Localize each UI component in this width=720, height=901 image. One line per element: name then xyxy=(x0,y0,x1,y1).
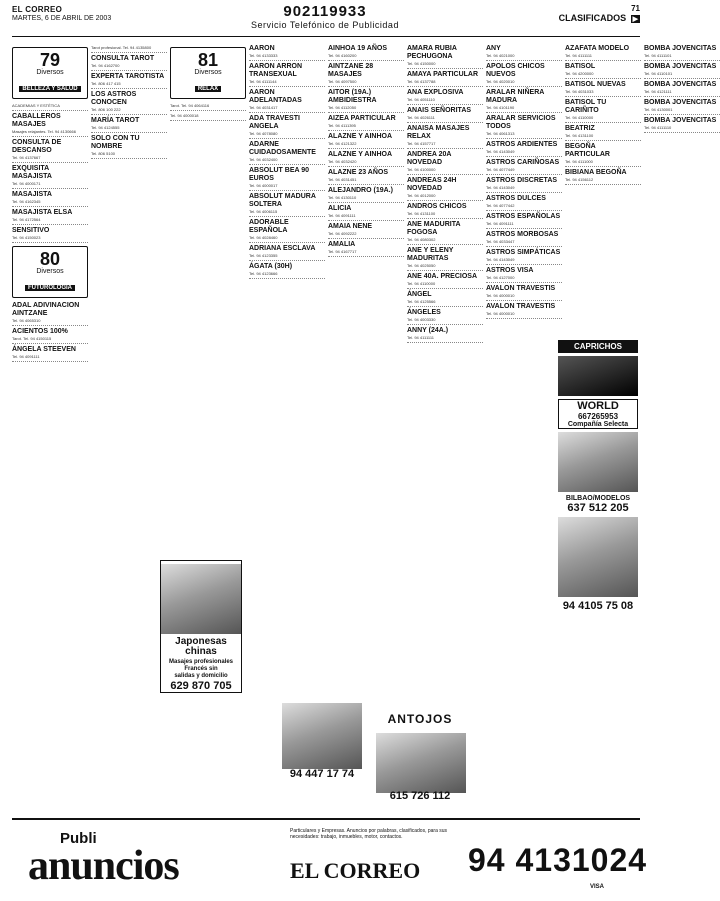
classified-ad[interactable] xyxy=(249,192,325,217)
ad-title: AARON ARRON TRANSEXUAL xyxy=(249,63,303,78)
section-tag: FUTUROLOGÍA xyxy=(25,285,75,291)
classified-ad[interactable] xyxy=(328,114,404,131)
ad-body: Tel. 94 4124555 xyxy=(91,125,120,130)
ad-title: BOMBA JOVENCITAS xyxy=(644,117,717,124)
ad-body: Tel. 94 4080302 xyxy=(407,237,436,242)
ad-title: ANE Y ELENY MADURITAS xyxy=(407,247,454,262)
ad-body: Tel. 94 4167717 xyxy=(328,249,357,254)
ad-title: ASTROS CARIÑOSAS xyxy=(486,159,560,166)
bilbao-label: BILBAO/MODELOS xyxy=(565,495,631,502)
ad-photo xyxy=(161,564,241,634)
caprichos-banner: CAPRICHOS xyxy=(558,340,638,353)
ad-title: EXQUISITA MASAJISTA xyxy=(12,165,52,180)
footer-phone[interactable]: 94 4131024 xyxy=(468,842,648,878)
classified-ad[interactable] xyxy=(249,166,325,191)
ad-title: ANE 40A. PRECIOSA xyxy=(407,273,478,280)
classified-ad[interactable] xyxy=(407,106,483,123)
ad-title: MARÍA TAROT xyxy=(91,117,140,124)
ad-body: Tel. 94 4130110 xyxy=(328,195,357,200)
classified-ad[interactable] xyxy=(565,80,641,97)
japon-line-2: Francés sin xyxy=(184,666,218,672)
ad-body: Tel. 94 4133333 xyxy=(249,53,278,58)
ad-body: Tel. 94 4110000 xyxy=(565,115,594,120)
ad-title: EXPERTA TAROTISTA xyxy=(91,73,165,80)
ad-title: AITOR (19A.) AMBIDIESTRA xyxy=(328,89,377,104)
ad-body: Tel. 94 4123355 xyxy=(249,253,278,258)
section-title: CLASIFICADOS xyxy=(558,13,627,23)
japon-line-1: Masajes profesionales xyxy=(168,659,234,665)
classified-ad[interactable] xyxy=(249,44,325,61)
ad-title: BEATRIZ xyxy=(565,125,595,132)
paper-name: EL CORREO xyxy=(12,5,63,14)
classified-ad[interactable] xyxy=(328,186,404,203)
ad-body: Tel. 94 4078080 xyxy=(249,131,278,136)
ad-title: AVALON TRAVESTIS xyxy=(486,285,556,292)
ad-title: ADORABLE ESPAÑOLA xyxy=(249,219,289,234)
ad-body: Tel. 94 4077449 xyxy=(486,167,515,172)
ad-body: Tel. 94 4000010 xyxy=(486,293,515,298)
ad-body: Tel. 94 4172564 xyxy=(12,217,41,222)
classified-ad[interactable] xyxy=(565,44,641,61)
classified-ad[interactable] xyxy=(644,98,720,115)
ad-title: BEGOÑA PARTICULAR xyxy=(565,143,610,158)
ad-body: Tel. 94 4131100 xyxy=(565,133,594,138)
ad-body: Tel. 94 4156112 xyxy=(565,177,594,182)
classified-ad[interactable] xyxy=(12,327,88,344)
world-name: WORLD xyxy=(577,400,619,412)
classified-ad[interactable] xyxy=(486,230,562,247)
ad-title: ÁNGELA STEEVEN xyxy=(12,346,76,353)
right-ad-panel xyxy=(558,340,638,612)
classified-ad[interactable] xyxy=(12,190,88,207)
ad-body: Tel. 94 4031451 xyxy=(328,177,357,182)
ad-body: Tel. 94 4157717 xyxy=(407,141,436,146)
ad-title: AARON xyxy=(249,45,275,52)
world-ad xyxy=(558,399,638,429)
ad-title: AARON ADELANTADAS xyxy=(249,89,302,104)
ad-title: ARALAR SERVICIOS TODOS xyxy=(486,115,556,130)
caprichos-photo xyxy=(558,356,638,396)
issue-date: MARTES, 6 DE ABRIL DE 2003 xyxy=(12,15,112,22)
ad-body: Tel. 94 4003330 xyxy=(407,317,436,322)
ad-body: Tel. 94 4137788 xyxy=(407,79,436,84)
page-header xyxy=(0,0,650,38)
ad-title: AZAFATA MODELO xyxy=(565,45,630,52)
classified-ad[interactable] xyxy=(486,248,562,265)
section-tag: BELLEZA Y SALUD xyxy=(19,86,80,92)
classified-ad[interactable] xyxy=(12,138,88,163)
ad-body: Tel. 94 4121111 xyxy=(644,89,672,94)
classified-ad[interactable] xyxy=(486,44,562,61)
anuncios-word: anuncios xyxy=(28,843,179,889)
classified-ad[interactable] xyxy=(12,208,88,225)
classified-ad[interactable] xyxy=(249,62,325,87)
ad-body: Tel. 94 4012000 xyxy=(407,193,436,198)
classified-ad[interactable] xyxy=(407,308,483,325)
ad-title: ANA EXPLOSIVA xyxy=(407,89,464,96)
classified-ad[interactable] xyxy=(249,262,325,279)
ad-body: Tarot. Tel. 94 4150115 xyxy=(12,336,52,341)
section-number: 81 xyxy=(197,50,219,70)
classified-ad[interactable] xyxy=(407,150,483,175)
classified-ad[interactable] xyxy=(328,222,404,239)
antojos-ad xyxy=(370,712,470,802)
classified-ad[interactable] xyxy=(328,240,404,257)
selecta-photo xyxy=(558,432,638,492)
amor-photo xyxy=(282,703,362,769)
antojos-title: ANTOJOS xyxy=(387,712,453,726)
ad-title: BOMBA JOVENCITAS xyxy=(644,81,717,88)
classified-ad[interactable] xyxy=(407,272,483,289)
ad-title: CONSULTA TAROT xyxy=(91,55,155,62)
ad-body: Tel. 94 4032420 xyxy=(328,159,357,164)
classified-ad[interactable] xyxy=(407,202,483,219)
footer-divider xyxy=(12,818,640,820)
section-header xyxy=(170,47,246,99)
ad-title: ANDREAS 24H NOVEDAD xyxy=(407,177,457,192)
ad-title: ALAZNE Y AINHOA xyxy=(328,151,393,158)
classified-ad[interactable] xyxy=(328,62,404,87)
company-name: Compañía Selecta xyxy=(567,421,629,428)
service-phone[interactable]: 902119933 xyxy=(283,3,367,20)
ad-title: ASTROS ARDIENTES xyxy=(486,141,558,148)
publi-word: Publi xyxy=(60,830,97,847)
ad-title: AINTZANE 28 MASAJES xyxy=(328,63,374,78)
ad-body: Tel. 94 4020010 xyxy=(486,79,515,84)
ad-body: Tel. 94 4021000 xyxy=(486,53,515,58)
ad-body: Tel. 94 4061313 xyxy=(486,131,515,136)
ad-title: ASTROS VISA xyxy=(486,267,534,274)
ad-title: ALEJANDRO (19A.) xyxy=(328,187,393,194)
section-header-2 xyxy=(12,246,88,298)
ad-body: Tel. 94 4162345 xyxy=(12,199,41,204)
ad-body: Tel. 94 4111000 xyxy=(565,159,593,164)
ad-body: Tel. 94 4028460 xyxy=(249,235,278,240)
ad-body: Tel. 94 4137667 xyxy=(12,155,41,160)
classified-ad[interactable] xyxy=(91,72,167,89)
ad-title: ACIENTOS 100% xyxy=(12,328,68,335)
service-banner xyxy=(0,3,650,30)
classified-ad[interactable] xyxy=(644,116,720,133)
ad-body: Tel. 94 4125566 xyxy=(407,299,436,304)
section-header xyxy=(12,47,88,99)
ad-body: Tel. 94 4000017 xyxy=(249,183,278,188)
column-3 xyxy=(170,44,246,814)
column-6 xyxy=(407,44,483,814)
classified-ad[interactable] xyxy=(565,168,641,185)
ad-body: Tel. 94 4006115 xyxy=(249,209,278,214)
classified-ad[interactable] xyxy=(486,194,562,211)
classified-ad[interactable] xyxy=(565,142,641,167)
ad-title: ANDROS CHICOS xyxy=(407,203,467,210)
classified-ad[interactable] xyxy=(407,176,483,201)
classified-ad[interactable] xyxy=(486,266,562,283)
footer-description: Particulares y Empresas. Anuncios por palabras, clasificados, para sus necesidades: trabajo, inmuebles, motor, contactos. xyxy=(290,828,448,840)
ad-title: ALAZNE 23 AÑOS xyxy=(328,169,389,176)
section-header xyxy=(559,4,640,23)
classified-ad[interactable] xyxy=(486,158,562,175)
header-divider xyxy=(12,36,640,37)
ad-title: AMARA RUBIA PECHUGONA xyxy=(407,45,457,60)
classified-ad[interactable] xyxy=(249,244,325,261)
ad-title: ADARNE CUIDADOSAMENTE xyxy=(249,141,316,156)
ad-title: ANAISA MASAJES RELAX xyxy=(407,125,470,140)
section-number: 79 xyxy=(39,50,61,70)
ad-body: Tel. 94 4091111 xyxy=(328,213,356,218)
ad-title: APOLOS CHICOS NUEVOS xyxy=(486,63,545,78)
column-5 xyxy=(328,44,404,814)
bilbao-modelos-ad xyxy=(558,495,638,514)
ad-title: SOLO CON TU NOMBRE xyxy=(91,135,140,150)
ad-title: BATISOL NUEVAS xyxy=(565,81,626,88)
column-1 xyxy=(12,44,88,814)
ad-title: ALAZNE Y AINHOA xyxy=(328,133,393,140)
ad-body: Tel. 94 4000171 xyxy=(12,181,41,186)
ad-body: Tel. 94 4077442 xyxy=(486,203,515,208)
ad-body: Tel. 94 4031417 xyxy=(249,105,278,110)
ad-body: Tel. 94 4033447 xyxy=(486,239,515,244)
section-label: Diversos xyxy=(36,268,64,275)
ad-body: Tel. 94 4112050 xyxy=(328,105,357,110)
classified-ad[interactable] xyxy=(328,168,404,185)
classified-ad[interactable] xyxy=(249,218,325,243)
classified-ad[interactable] xyxy=(12,345,88,362)
ad-body: Tel. 94 4111101 xyxy=(644,53,672,58)
ad-title: ASTROS ESPAÑOLAS xyxy=(486,213,561,220)
ad-title: SENSITIVO xyxy=(12,227,50,234)
classified-ad[interactable] xyxy=(91,134,167,159)
ad-title: ANE MADURITA FOGOSA xyxy=(407,221,461,236)
classified-ad[interactable] xyxy=(486,62,562,87)
ad-title: BOMBA JOVENCITAS xyxy=(644,99,717,106)
ad-title: AMALIA xyxy=(328,241,356,248)
column-4 xyxy=(249,44,325,814)
ad-title: ALICIA xyxy=(328,205,352,212)
classified-ad[interactable] xyxy=(407,44,483,69)
ad-title: ANDREA 20A NOVEDAD xyxy=(407,151,452,166)
ad-body: Tel. 94 4097500 xyxy=(328,79,357,84)
world-phone[interactable]: 667265953 xyxy=(577,412,619,421)
amor-phone[interactable]: 94 447 17 74 xyxy=(289,768,355,780)
ad-title: ÁNGEL xyxy=(407,291,432,298)
ad-body: Tel. 94 4065310 xyxy=(12,318,41,323)
ad-body: Tel. 94 4150000 xyxy=(407,61,436,66)
ad-body: Tel. 94 4026111 xyxy=(407,115,435,120)
ad-body: Tel. 94 4123666 xyxy=(249,271,278,276)
column-2 xyxy=(91,44,167,814)
classified-ad[interactable] xyxy=(486,88,562,113)
classified-ad[interactable] xyxy=(91,54,167,71)
ad-body: Tel. 806 5100 xyxy=(91,151,116,156)
classified-ad[interactable] xyxy=(12,226,88,243)
classified-ad[interactable] xyxy=(328,132,404,149)
classified-ad[interactable] xyxy=(407,246,483,271)
ad-body: Tel. 94 4160200 xyxy=(328,53,357,58)
ad-body: Tel. 94 4130001 xyxy=(644,107,673,112)
ad-body: Tel. 94 4111111 xyxy=(565,53,592,58)
ad-body: Tel. 94 4000018 xyxy=(170,113,199,118)
ad-body: Tel. 94 4131100 xyxy=(407,211,436,216)
ad-body: Tel. 94 4025050 xyxy=(407,263,436,268)
ad-body: Tel. 94 4150023 xyxy=(12,235,41,240)
classified-ad[interactable] xyxy=(565,62,641,79)
ad-title: MASAJISTA xyxy=(12,191,52,198)
model-photo xyxy=(558,517,638,597)
japon-phone[interactable]: 629 870 705 xyxy=(170,680,232,692)
section-tag: RELAX xyxy=(195,86,221,92)
section-label: Diversos xyxy=(194,69,222,76)
ad-title: ÁGATA (30H) xyxy=(249,263,293,270)
classified-ad[interactable] xyxy=(91,116,167,133)
ad-body: Tel. 94 4143049 xyxy=(486,149,515,154)
ad-title: ABSOLUT BEA 90 EUROS xyxy=(249,167,310,182)
publianuncios-footer xyxy=(0,818,650,901)
ad-title: CABALLEROS MASAJES xyxy=(12,113,61,128)
japon-line-3: salidas y domicilio xyxy=(174,673,228,679)
ad-body: Tel. 94 4032400 xyxy=(249,157,278,162)
ad-title: ÁNGELES xyxy=(407,309,441,316)
ad-title: ASTROS DULCES xyxy=(486,195,546,202)
classified-ad[interactable] xyxy=(407,326,483,343)
antojos-phone[interactable]: 615 726 112 xyxy=(389,790,451,802)
classified-ad[interactable] xyxy=(407,220,483,245)
ad-body: ACADEMIAS Y ESTÉTICA xyxy=(12,103,60,108)
ad-body: Tel. 94 4092222 xyxy=(328,231,357,236)
ad-title: ANNY (24A.) xyxy=(407,327,449,334)
ad-body: Tel. 94 4162700 xyxy=(91,63,120,68)
ad-body: Tel. 806 417 415 xyxy=(91,81,121,86)
ad-body: Tel. 94 4143049 xyxy=(486,185,515,190)
ad-body: Tel. 94 4000010 xyxy=(486,311,515,316)
ad-title: ANY xyxy=(486,45,501,52)
ad-title: ADRIANA ESCLAVA xyxy=(249,245,316,252)
classified-ad[interactable] xyxy=(12,112,88,137)
ad-body: Tel. 94 4051110 xyxy=(407,97,435,102)
ad-title: ADAL ADIVINACION AINTZANE xyxy=(12,302,80,317)
classified-ad[interactable] xyxy=(565,124,641,141)
ad-body: Tarot. Tel. 94 4064116 xyxy=(170,103,210,108)
classified-ad[interactable] xyxy=(486,114,562,139)
classified-ad[interactable] xyxy=(12,102,88,111)
classified-ad[interactable] xyxy=(407,124,483,149)
ad-title: AVALON TRAVESTIS xyxy=(486,303,556,310)
ad-body: Tel. 806 100 222 xyxy=(91,107,121,112)
japon-title: Japonesas chinas xyxy=(175,636,227,657)
ad-title: ANAIS SEÑORITAS xyxy=(407,107,472,114)
classified-ad[interactable] xyxy=(486,284,562,301)
classified-ad[interactable] xyxy=(407,290,483,307)
ad-title: BATISOL TU CARIÑITO xyxy=(565,99,607,114)
ad-body: Tel. 94 4091111 xyxy=(486,221,514,226)
page-number: 71 xyxy=(631,4,640,13)
ad-title: ASTROS MORBOSAS xyxy=(486,231,559,238)
ad-body: Tel. 94 4121322 xyxy=(328,141,357,146)
bilbao-phone[interactable]: 637 512 205 xyxy=(567,502,629,514)
classified-ad[interactable] xyxy=(91,90,167,115)
classifieds-grid xyxy=(12,44,717,814)
service-label: Servicio Telefónico de Publicidad xyxy=(251,20,399,30)
classified-ad[interactable] xyxy=(407,70,483,87)
classified-ad[interactable] xyxy=(249,114,325,139)
ad-title: LOS ASTROS CONOCEN xyxy=(91,91,137,106)
ad-title: ABSOLUT MADURA SOLTERA xyxy=(249,193,316,208)
ad-title: AINHOA 19 AÑOS xyxy=(328,45,387,52)
section-number: 80 xyxy=(39,249,61,269)
section-label: Diversos xyxy=(36,69,64,76)
ad-body: Tel. 94 4111111 xyxy=(407,335,434,340)
ad-body: Tel. 94 4200000 xyxy=(565,71,594,76)
ad-title: BATISOL xyxy=(565,63,596,70)
column-7 xyxy=(486,44,562,814)
ad-title: BOMBA JOVENCITAS xyxy=(644,45,717,52)
column-9 xyxy=(644,44,720,814)
section-flag-icon: ▶ xyxy=(632,16,638,23)
classified-ad[interactable] xyxy=(12,301,88,326)
classified-ad[interactable] xyxy=(486,140,562,157)
modelos-phone-block xyxy=(558,600,638,612)
ad-body: Tel. 94 4091111 xyxy=(12,354,40,359)
classified-ad[interactable] xyxy=(249,88,325,113)
ad-title: AIZEA PARTICULAR xyxy=(328,115,396,122)
classified-ad[interactable] xyxy=(486,302,562,319)
classified-ad[interactable] xyxy=(249,140,325,165)
ad-title: MASAJISTA ELSA xyxy=(12,209,73,216)
ad-body: Tel. 94 4110101 xyxy=(644,71,673,76)
ad-title: BIBIANA BEGOÑA xyxy=(565,169,627,176)
japon-ad-box xyxy=(160,560,242,693)
footer-paper-name: EL CORREO xyxy=(290,858,421,883)
classified-ad[interactable] xyxy=(486,212,562,229)
ad-body: Tel. 94 4031033 xyxy=(565,89,594,94)
classified-ad[interactable] xyxy=(328,150,404,167)
ad-body: Tel. 94 4111110 xyxy=(644,125,672,130)
classified-ad[interactable] xyxy=(12,164,88,189)
classified-ad[interactable] xyxy=(170,112,246,121)
ad-title: ASTROS SIMPÁTICAS xyxy=(486,249,561,256)
ad-body: Tel. 94 4127000 xyxy=(486,275,515,280)
ad-body: Tel. 94 4111395 xyxy=(328,123,356,128)
ad-title: ADA TRAVESTI ANGELA xyxy=(249,115,300,130)
classified-ad[interactable] xyxy=(328,204,404,221)
classified-ad[interactable] xyxy=(328,44,404,61)
ad-title: BOMBA JOVENCITAS xyxy=(644,63,717,70)
ad-body: Tel. 94 4101190 xyxy=(486,105,515,110)
ad-body: Masajes relajantes. Tel. 94 4130666 xyxy=(12,129,76,134)
ad-title: AMAYA PARTICULAR xyxy=(407,71,479,78)
visa-icon: VISA xyxy=(590,884,605,890)
ad-title: ARALAR NIÑERA MADURA xyxy=(486,89,545,104)
modelos-phone[interactable]: 94 4105 75 08 xyxy=(562,600,634,612)
classified-ad[interactable] xyxy=(328,88,404,113)
ad-title: AMAIA NENE xyxy=(328,223,373,230)
classified-ad[interactable] xyxy=(644,44,720,61)
classified-ad[interactable] xyxy=(407,88,483,105)
ad-title: CONSULTA DE DESCANSO xyxy=(12,139,62,154)
classified-ad[interactable] xyxy=(644,62,720,79)
ad-body: Tel. 94 4143049 xyxy=(486,257,515,262)
classified-ad[interactable] xyxy=(91,44,167,53)
ad-body: Tel. 94 4110000 xyxy=(407,281,436,286)
classified-ad[interactable] xyxy=(486,176,562,193)
ad-body: Tel. 94 4100000 xyxy=(407,167,436,172)
ad-title: ASTROS DISCRETAS xyxy=(486,177,558,184)
classified-ad[interactable] xyxy=(644,80,720,97)
ad-body: Tel. 94 4111144 xyxy=(249,79,277,84)
ad-body: Tarot profesional. Tel. 94 4135800 xyxy=(91,45,152,50)
classified-ad[interactable] xyxy=(170,102,246,111)
classified-ad[interactable] xyxy=(565,98,641,123)
